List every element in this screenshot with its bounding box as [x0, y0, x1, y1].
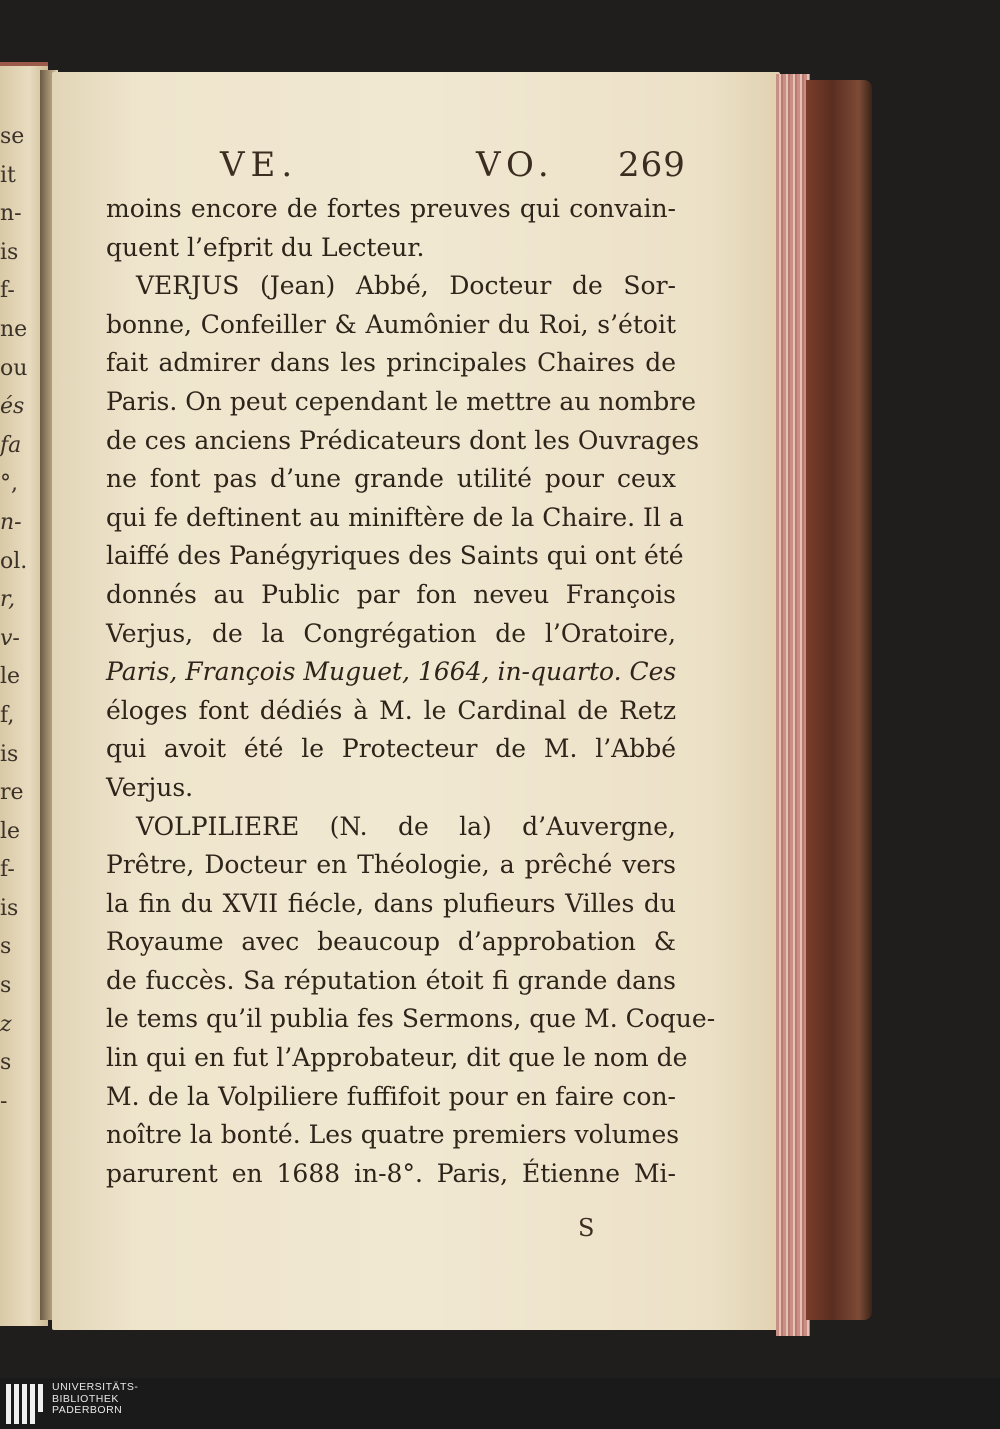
entry-heading-verjus: VERJUS (Jean) Abbé, Docteur de Sor-: [136, 271, 676, 301]
text-line: donnés au Public par fon neveu François: [106, 579, 676, 609]
text-line: qui fe deftinent au miniftère de la Chaire. Il a: [106, 502, 684, 532]
header-left: VE.: [220, 145, 299, 185]
page-edges: [776, 74, 810, 1336]
facing-fragment: z: [0, 1011, 12, 1037]
text-line: Prêtre, Docteur en Théologie, a prêché vers: [106, 850, 676, 880]
text-line: [106, 653, 676, 692]
facing-fragment: f-: [0, 857, 15, 883]
library-name-line: PADERBORN: [52, 1404, 123, 1416]
facing-fragment: v-: [0, 625, 20, 651]
facing-fragment: le: [0, 664, 21, 690]
text-line: Verjus.: [106, 772, 194, 802]
facing-fragment: f,: [0, 702, 15, 728]
text-line: de ces anciens Prédicateurs dont les Ouvrages: [106, 425, 700, 455]
text-line: éloges font dédiés à M. le Cardinal de Retz: [106, 695, 676, 725]
facing-fragment: f-: [0, 278, 15, 304]
text-line: parurent en 1688 in-8°. Paris, Étienne Mi-: [106, 1158, 676, 1188]
book-cover: [806, 80, 872, 1320]
page-body: [106, 190, 716, 1193]
facing-fragment: n-: [0, 201, 22, 227]
text-line: ne font pas d’une grande utilité pour ceux: [106, 464, 676, 494]
signature-mark: S: [578, 1214, 595, 1242]
facing-fragment: re: [0, 780, 24, 806]
text-line: noître la bonté. Les quatre premiers volumes: [106, 1120, 680, 1150]
facing-fragment: ou: [0, 355, 28, 381]
facing-fragment: ne: [0, 316, 28, 342]
text-line: de fuccès. Sa réputation étoit fi grande dans: [106, 965, 676, 995]
text-line: la fin du XVII fiécle, dans plufieurs Villes du: [106, 888, 676, 918]
text-line: lin qui en fut l’Approbateur, dit que le nom de: [106, 1043, 688, 1073]
facing-fragment: is: [0, 239, 19, 265]
citation-italic: Paris, François Muguet, 1664, in-quarto. Ces: [106, 657, 677, 687]
entry-heading-volpiliere: VOLPILIERE (N. de la) d’Auvergne,: [136, 811, 676, 841]
facing-fragment: ol.: [0, 548, 28, 574]
facing-page-text: [0, 118, 40, 1121]
facing-fragment: it: [0, 162, 16, 188]
facing-fragment: r,: [0, 587, 16, 613]
text-line: fait admirer dans les principales Chaires de: [106, 348, 676, 378]
facing-fragment: is: [0, 895, 19, 921]
text-line: quent l’efprit du Lecteur.: [106, 232, 425, 262]
facing-fragment: -: [0, 1088, 8, 1114]
running-header: [220, 145, 686, 193]
facing-fragment: fa: [0, 432, 22, 458]
facing-fragment: se: [0, 124, 25, 149]
text-line: bonne, Confeiller & Aumônier du Roi, s’étoit: [106, 309, 676, 339]
facing-fragment: le: [0, 818, 21, 844]
library-footer: [0, 1378, 1000, 1429]
text-line: Royaume avec beaucoup d’approbation &: [106, 927, 676, 957]
text-line: M. de la Volpiliere fuffifoit pour en faire con-: [106, 1081, 676, 1111]
text-line: qui avoit été le Protecteur de M. l’Abbé: [106, 734, 676, 764]
facing-fragment: s: [0, 973, 12, 999]
facing-fragment: n-: [0, 509, 22, 535]
header-center: VO.: [476, 145, 555, 185]
text-line: moins encore de fortes preuves qui convain-: [106, 194, 676, 223]
library-name-line: BIBLIOTHEK: [52, 1392, 119, 1405]
facing-fragment: °,: [0, 471, 18, 497]
facing-fragment: is: [0, 741, 19, 767]
library-name-line: UNIVERSITÄTS-: [52, 1381, 139, 1393]
text-line: laiffé des Panégyriques des Saints qui ont été: [106, 541, 684, 571]
text-line: Paris. On peut cependant le mettre au nombre: [106, 386, 696, 416]
facing-fragment: s: [0, 934, 12, 960]
facing-fragment: és: [0, 394, 25, 420]
page-number: 269: [618, 145, 686, 185]
text-line: Verjus, de la Congrégation de l’Oratoire,: [106, 618, 676, 648]
library-name: [52, 1382, 138, 1417]
library-logo-icon: [6, 1384, 46, 1424]
text-line: le tems qu’il publia fes Sermons, que M. Coque-: [106, 1004, 716, 1034]
facing-fragment: s: [0, 1050, 12, 1076]
